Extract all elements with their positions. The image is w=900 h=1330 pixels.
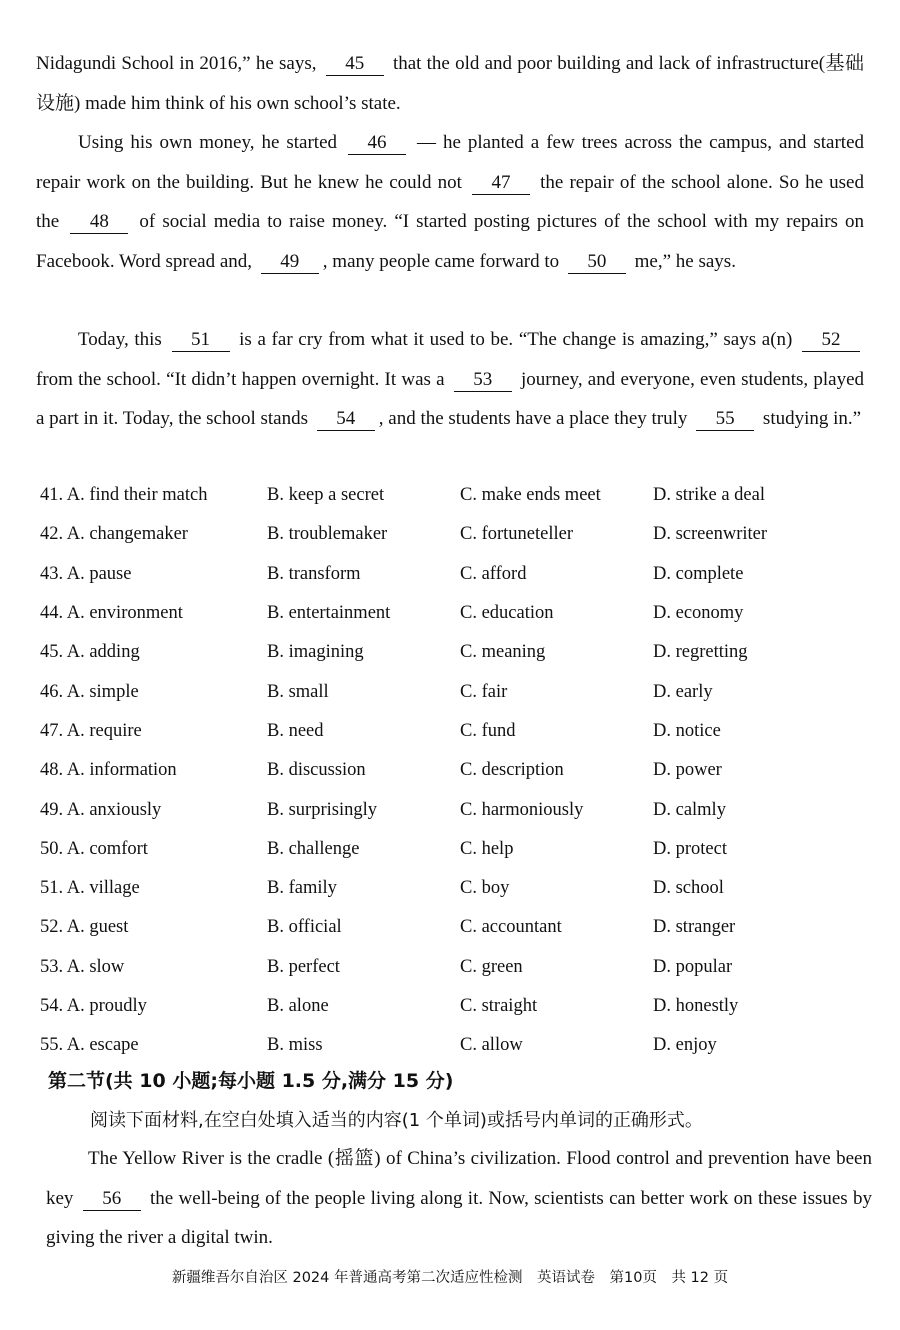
option-b: B. discussion [267,760,366,781]
option-row [40,908,870,947]
passage-text: the well-being of the people living along it. Now, scientists can better work on these issues by giving the river a digital twin. [46,1187,872,1248]
option-b: B. imagining [267,642,364,663]
option-b: B. surprisingly [267,799,377,820]
option-row [40,751,870,790]
option-b: B. perfect [267,956,340,977]
passage-text: from the school. “It didn’t happen overnight. It was a [36,368,445,390]
passage-text: that the old and poor building and lack of infrastructure(基础设施) made him think of his own school’s state. [36,53,865,114]
option-row [40,672,870,711]
page-footer: 新疆维吾尔自治区 2024 年普通高考第二次适应性检测 英语试卷 第10页 共 12 页 [171,1270,729,1286]
option-row [40,987,870,1026]
option-c: C. green [460,956,523,977]
option-a: 51. A. village [40,878,140,899]
option-a: 47. A. require [40,720,142,741]
option-a: 45. A. adding [40,642,140,663]
option-d: D. notice [653,720,721,741]
option-a: 42. A. changemaker [40,524,188,545]
section-instruction: 阅读下面材料,在空白处填入适当的内容(1 个单词)或括号内单词的正确形式。 [90,1110,703,1131]
option-row [40,712,870,751]
option-a: 55. A. escape [40,1035,139,1056]
blank-55: 55 [696,408,754,431]
option-b: B. small [267,681,329,702]
passage-paragraph-3 [36,320,864,439]
option-b: B. official [267,917,342,938]
section-title: 第二节(共 10 小题;每小题 1.5 分,满分 15 分) [48,1070,454,1092]
option-b: B. family [267,878,337,899]
option-b: B. entertainment [267,603,391,624]
option-a: 49. A. anxiously [40,799,162,820]
blank-45: 45 [326,53,384,76]
passage-paragraph-4 [46,1139,872,1258]
option-b: B. transform [267,563,361,584]
option-a: 41. A. find their match [40,485,208,506]
passage-paragraph-1 [36,44,864,123]
answer-options [40,476,870,1065]
option-b: B. need [267,720,324,741]
blank-52: 52 [802,329,860,352]
option-d: D. enjoy [653,1035,717,1056]
option-row [40,594,870,633]
option-a: 48. A. information [40,760,177,781]
option-a: 52. A. guest [40,917,129,938]
option-d: D. early [653,681,713,702]
option-row [40,948,870,987]
option-c: C. help [460,838,514,859]
option-d: D. protect [653,838,727,859]
passage-text: the repair of the school alone. So he used the [36,171,864,232]
blank-46: 46 [348,132,406,155]
blank-48: 48 [70,211,128,234]
option-c: C. make ends meet [460,485,601,506]
option-c: C. education [460,603,554,624]
option-a: 53. A. slow [40,956,125,977]
option-row [40,790,870,829]
option-a: 43. A. pause [40,563,132,584]
option-b: B. alone [267,996,329,1016]
option-a: 54. A. proudly [40,996,147,1016]
option-d: D. school [653,878,724,899]
option-c: C. accountant [460,917,562,938]
option-row [40,830,870,869]
option-d: D. regretting [653,642,748,663]
option-c: C. afford [460,563,527,584]
option-c: C. straight [460,996,538,1016]
option-c: C. allow [460,1035,523,1056]
passage-text: , many people came forward to [322,250,560,272]
option-b: B. challenge [267,838,360,859]
passage-paragraph-2 [36,123,864,281]
option-d: D. economy [653,603,744,624]
passage-text: Nidagundi School in 2016,” he says, [36,53,317,74]
option-c: C. description [460,760,564,781]
passage-text: — he planted a few trees across the campus, and started repair work on the building. But he knew he could not [36,132,864,193]
option-row [40,515,870,554]
option-d: D. popular [653,956,733,977]
option-a: 46. A. simple [40,681,139,702]
option-d: D. power [653,760,722,781]
option-c: C. meaning [460,642,546,663]
option-a: 44. A. environment [40,603,183,624]
blank-47: 47 [472,172,530,195]
option-b: B. keep a secret [267,485,385,506]
blank-51: 51 [172,329,230,352]
option-a: 50. A. comfort [40,838,148,859]
option-d: D. honestly [653,996,739,1016]
option-d: D. complete [653,563,744,584]
passage-text: me,” he says. [634,250,736,272]
passage-text: Using his own money, he started [78,132,338,153]
blank-50: 50 [568,251,626,274]
passage-text: of social media to raise money. “I started posting pictures of the school with my repairs on Facebook. Word spread and, [36,211,865,272]
passage-text: studying in.” [762,408,862,429]
passage-text: journey, and everyone, even students, played a part in it. Today, the school stands [36,368,865,429]
blank-53: 53 [454,369,512,392]
option-row [40,555,870,594]
passage-text: Today, this [78,329,162,350]
option-c: C. harmoniously [460,799,584,820]
blank-49: 49 [261,251,319,274]
option-d: D. stranger [653,917,736,938]
blank-56: 56 [83,1188,141,1211]
option-d: D. strike a deal [653,485,765,506]
option-c: C. fortuneteller [460,524,574,545]
option-row [40,476,870,515]
option-d: D. screenwriter [653,524,768,545]
blank-54: 54 [317,408,375,431]
option-d: D. calmly [653,799,726,820]
option-c: C. fair [460,681,508,702]
option-b: B. troublemaker [267,524,388,545]
option-row [40,633,870,672]
option-row [40,1026,870,1065]
option-row [40,869,870,908]
option-b: B. miss [267,1035,323,1056]
passage-text: , and the students have a place they truly [378,408,688,429]
option-c: C. boy [460,878,510,899]
option-c: C. fund [460,720,516,741]
passage-text: The Yellow River is the cradle (摇篮) of China’s civilization. Flood control and prevention have been key [46,1148,872,1209]
passage-text: is a far cry from what it used to be. “The change is amazing,” says a(n) [239,329,793,350]
